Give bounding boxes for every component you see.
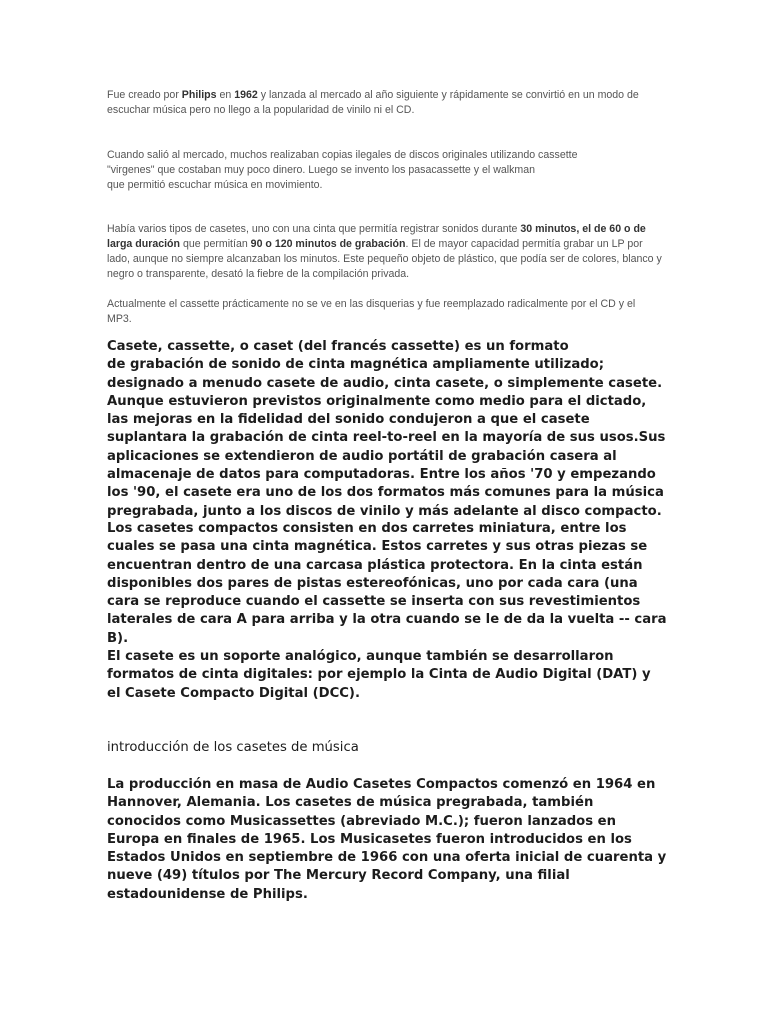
p1-bold-philips: Philips [181, 89, 217, 101]
p6-part-2: El casete es un soporte analógico, aunque también se desarrollaron formatos de cinta digitales: por ejemplo la Cinta de Audio Digital (DAT) y el Casete Compacto Digital (DCC). [107, 649, 651, 701]
p2-line-2: "virgenes" que costaban muy poco dinero. Luego se invento los pasacassette y el walkman [107, 164, 535, 176]
p3-text-2: que permitían [180, 238, 251, 250]
p3-bold-1: 30 minutos, el de 60 o de larga duración [107, 223, 646, 250]
paragraph-philips-origin [107, 88, 662, 118]
paragraph-definition [107, 338, 667, 521]
p2-line-3: que permitió escuchar música en movimiento. [107, 179, 323, 191]
p1-text-1: Fue creado por [107, 89, 182, 101]
p1-text-2: en [216, 89, 235, 101]
p1-text-3: y lanzada al mercado al año siguiente y rápidamente se convirtió en un modo de escuchar música pero no llego a la popularidad de vinilo ni el CD. [107, 89, 639, 116]
p3-text-1: Había varios tipos de casetes, uno con una cinta que permitía registrar sonidos durante [107, 223, 521, 235]
paragraph-production: La producción en masa de Audio Casetes Compactos comenzó en 1964 en Hannover, Alemania. Los casetes de música pregrabada, también conocidos como Musicassettes (abreviado M.C.); fueron lanzados en Europa en finales de 1965. Los Musicasetes fueron introducidos en los Estados Unidos en septiembre de 1966 con una oferta inicial de cuarenta y nueve (49) títulos por The Mercury Record Company, una filial estadounidense de Philips. [107, 777, 667, 902]
p1-bold-year: 1962 [234, 89, 258, 101]
p5-line-2: de grabación de sonido de cinta magnética ampliamente utilizado; designado a menudo casete de audio, cinta casete, o simplemente casete. Aunque estuvieron previstos originalmente como medio para el dictado, las mejoras en la fidelidad del sonido condujeron a que el casete suplantara la grabación de cinta reel-to-reel en la mayoría de sus usos.Sus aplicaciones se extendieron de audio portátil de grabación casera al almacenaje de datos para computadoras. Entre los años '70 y empezando los '90, el casete era uno de los dos formatos más comunes para la música pregrabada, junto a los discos de vinilo y más adelante al disco compacto. [107, 357, 666, 519]
p3-text-3: . El de mayor capacidad permitía grabar un LP por lado, aunque no siempre alcanzaban los minutos. Este pequeño objeto de plástico, que podía ser de colores, blanco y negro o transparente, desató la fiebre de la compilación privada. [107, 238, 662, 280]
paragraph-current: Actualmente el cassette prácticamente no se ve en las disquerias y fue reemplazado radicalmente por el CD y el MP3. [107, 298, 636, 325]
p5-line-1: Casete, cassette, o caset (del francés cassette) es un formato [107, 339, 569, 354]
paragraph-copies [107, 148, 662, 193]
section-heading: introducción de los casetes de música [107, 740, 359, 755]
p2-line-1: Cuando salió al mercado, muchos realizaban copias ilegales de discos originales utilizando cassette [107, 149, 578, 161]
paragraph-compact-cassettes [107, 520, 667, 703]
p3-bold-2: 90 o 120 minutos de grabación [250, 238, 406, 250]
paragraph-types [107, 222, 662, 282]
p6-part-1: Los casetes compactos consisten en dos carretes miniatura, entre los cuales se pasa una cinta magnética. Estos carretes y sus otras piezas se encuentran dentro de una carcasa plástica protectora. En la cinta están disponibles dos pares de pistas estereofónicas, uno por cada cara (una cara se reproduce cuando el cassette se inserta con sus revestimientos laterales de cara A para arriba y la otra cuando se le de da la vuelta -- cara B). [107, 521, 667, 646]
